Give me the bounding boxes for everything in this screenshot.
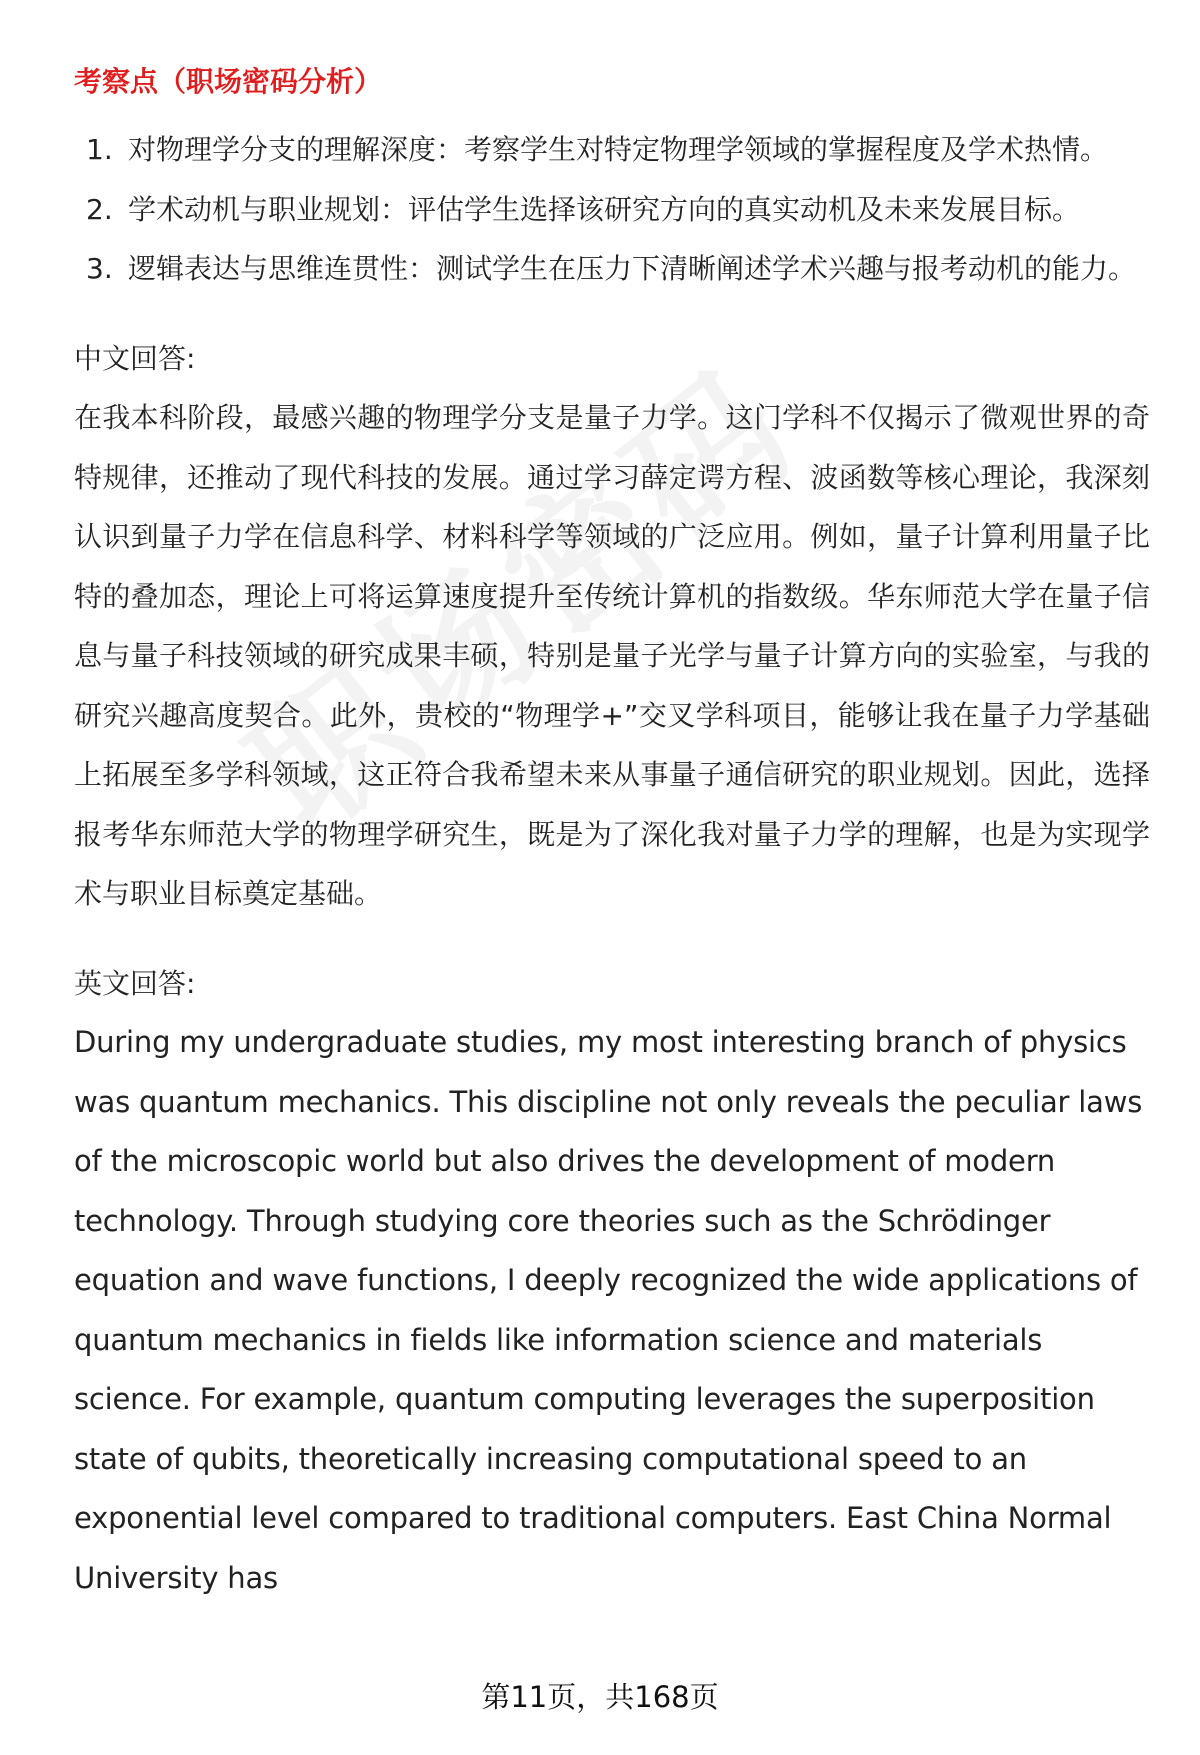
english-answer-text: During my undergraduate studies, my most interesting branch of physics was quantum mechanics. This discipline not only reveals the peculiar laws of the microscopic world but also drives the development of modern technology. Through studying core theories such as the Schrödinger equation and wave functions, I deeply recognized the wide applications of quantum mechanics in fields like information science and materials science. For example, quantum computing leverages the superposition state of qubits, theoretically increasing computational speed to an exponential level compared to traditional computers. East China Normal University has <box>74 1025 1143 1595</box>
document-page <box>74 58 1150 1608</box>
list-item <box>74 180 1150 240</box>
list-item <box>74 120 1150 180</box>
list-item-number: 3. <box>86 252 113 285</box>
page-number: 第11页，共168页 <box>481 1680 719 1714</box>
list-item-text: 学术动机与职业规划：评估学生选择该研究方向的真实动机及未来发展目标。 <box>128 192 1081 226</box>
chinese-answer-text: 在我本科阶段，最感兴趣的物理学分支是量子力学。这门学科不仅揭示了微观世界的奇特规律，还推动了现代科技的发展。通过学习薛定谔方程、波函数等核心理论，我深刻认识到量子力学在信息科学、材料科学等领域的广泛应用。例如，量子计算利用量子比特的叠加态，理论上可将运算速度提升至传统计算机的指数级。华东师范大学在量子信息与量子科技领域的研究成果丰硕，特别是量子光学与量子计算方向的实验室，与我的研究兴趣高度契合。此外，贵校的“物理学+”交叉学科项目，能够让我在量子力学基础上拓展至多学科领域，这正符合我希望未来从事量子通信研究的职业规划。因此，选择报考华东师范大学的物理学研究生，既是为了深化我对量子力学的理解，也是为实现学术与职业目标奠定基础。 <box>74 401 1150 910</box>
list-item-number: 2. <box>86 192 113 226</box>
chinese-answer-label: 中文回答: <box>74 341 196 375</box>
list-item <box>74 239 1150 299</box>
english-answer-label: 英文回答: <box>74 966 196 1000</box>
assessment-points-list <box>74 120 1150 299</box>
list-item-text: 对物理学分支的理解深度：考察学生对特定物理学领域的掌握程度及学术热情。 <box>128 133 1109 166</box>
document-content <box>74 58 1150 1608</box>
section-title: 考察点（职场密码分析） <box>74 65 383 98</box>
list-item-number: 1. <box>86 133 113 166</box>
list-item-text: 逻辑表达与思维连贯性：测试学生在压力下清晰阐述学术兴趣与报考动机的能力。 <box>128 252 1137 285</box>
